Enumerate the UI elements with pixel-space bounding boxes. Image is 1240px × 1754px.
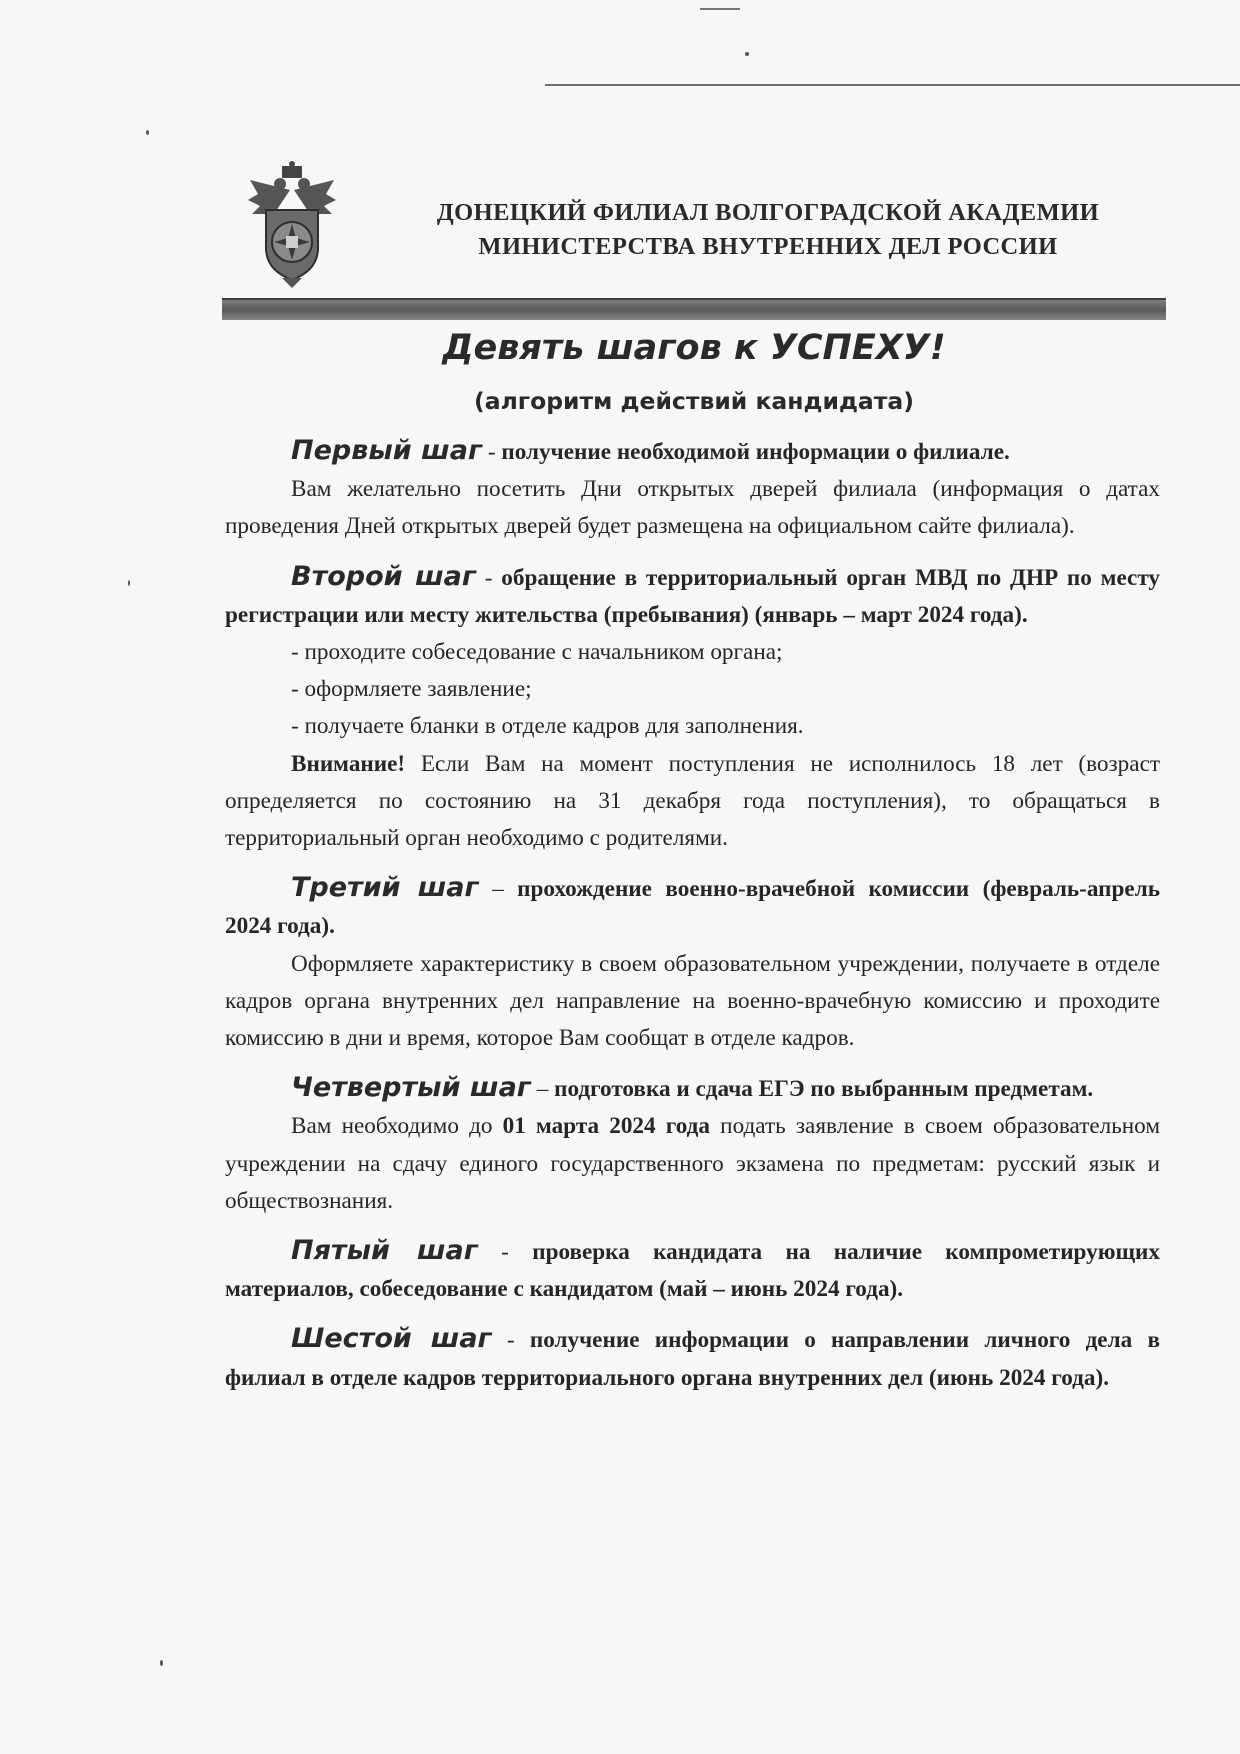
step-name: Третий шаг	[291, 872, 479, 904]
scan-speck	[745, 52, 749, 56]
scan-speck	[128, 580, 130, 586]
step-4-heading	[225, 1069, 1160, 1108]
step-summary: подготовка и сдача ЕГЭ по выбранным предметам.	[554, 1076, 1094, 1103]
step-6-heading	[225, 1320, 1160, 1396]
notice-text: Если Вам на момент поступления не исполнилось 18 лет (возраст определяется по состоянию на 31 декабря года поступления), то обращаться в территориальный орган необходимо с родителями.	[225, 750, 1160, 852]
paragraph-text: подать заявление в своем образовательном учреждении на сдачу единого государственного экзамена по предметам: русский язык и обществознания.	[225, 1113, 1160, 1214]
header-divider-band	[222, 300, 1166, 320]
scan-artifact-line	[545, 84, 1240, 86]
step-2-notice	[225, 746, 1160, 858]
scan-artifact	[700, 8, 740, 10]
step-name: Первый шаг	[291, 435, 483, 466]
step-1-paragraph: Вам желательно посетить Дни открытых дверей филиала (информация о датах проведения Дней открытых дверей будет размещена на официальном сайте филиала).	[225, 476, 1160, 540]
scan-speck	[146, 130, 149, 135]
document-subtitle: (алгоритм действий кандидата)	[474, 387, 914, 415]
step-separator: –	[478, 876, 518, 903]
step-summary: получение информации о направлении личного дела в филиал в отделе кадров территориального органа внутренних дел (июнь 2024 года).	[225, 1327, 1160, 1391]
step-3-heading	[225, 869, 1160, 945]
deadline-date: 01 марта 2024 года	[502, 1113, 710, 1140]
org-name-line-2: МИНИСТЕРСТВА ВНУТРЕННИХ ДЕЛ РОССИИ	[478, 233, 1058, 260]
list-item: - проходите собеседование с начальником органа;	[291, 639, 783, 666]
step-name: Шестой шаг	[291, 1323, 492, 1355]
step-separator: -	[475, 564, 502, 591]
step-summary: проверка кандидата на наличие компрометирующих материалов, собеседование с кандидатом (май – июнь 2024 года).	[225, 1239, 1160, 1303]
step-name: Четвертый шаг	[291, 1072, 531, 1104]
step-2-heading	[225, 558, 1160, 634]
scan-speck	[160, 1660, 163, 1666]
step-separator: –	[530, 1076, 555, 1103]
letterhead	[240, 160, 1160, 300]
step-separator: -	[482, 439, 502, 465]
step-1-heading	[225, 432, 1160, 471]
step-name: Пятый шаг	[291, 1235, 478, 1267]
document-body	[225, 432, 1160, 1397]
step-summary: получение необходимой информации о филиале.	[501, 439, 1010, 465]
step-summary: обращение в территориальный орган МВД по ДНР по месту регистрации или месту жительства (пребывания) (январь – март 2024 года).	[225, 564, 1160, 628]
org-name-line-1: ДОНЕЦКИЙ ФИЛИАЛ ВОЛГОГРАДСКОЙ АКАДЕМИИ	[436, 199, 1100, 226]
list-item: - получаете бланки в отделе кадров для заполнения.	[291, 713, 804, 740]
step-separator: -	[491, 1327, 530, 1354]
step-5-heading	[225, 1232, 1160, 1308]
mvd-eagle-emblem-icon	[244, 160, 340, 290]
list-item: - оформляете заявление;	[291, 676, 532, 703]
notice-label: Внимание!	[291, 750, 406, 777]
step-separator: -	[477, 1239, 533, 1266]
paragraph-text: Вам необходимо до	[291, 1113, 503, 1140]
step-3-paragraph: Оформляете характеристику в своем образовательном учреждении, получаете в отделе кадров органа внутренних дел направление на военно-врачебную комиссию и проходите комиссию в дни и время, которое Вам сообщат в отделе кадров.	[225, 950, 1160, 1052]
document-title: Девять шагов к УСПЕХУ!	[442, 328, 946, 368]
step-name: Второй шаг	[291, 560, 476, 592]
step-4-paragraph	[225, 1108, 1160, 1220]
step-summary: прохождение военно-врачебной комиссии (февраль-апрель 2024 года).	[225, 876, 1160, 940]
